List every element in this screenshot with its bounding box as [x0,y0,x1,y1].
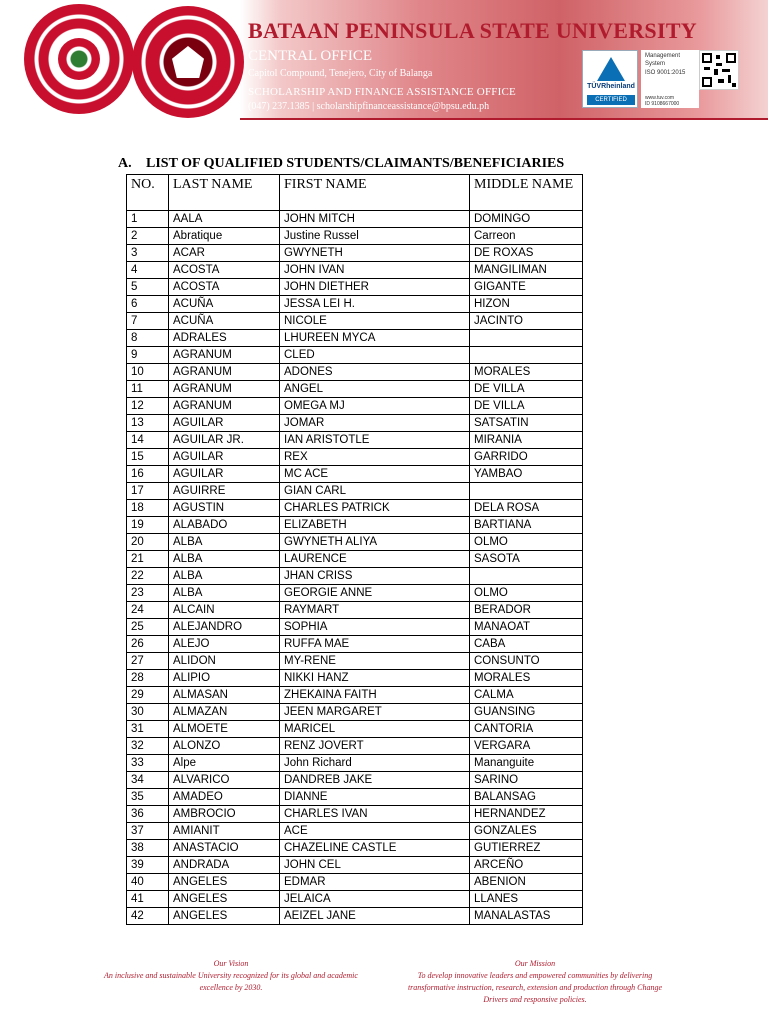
table-row [127,534,583,551]
table-row [127,721,583,738]
row-middle-name: GUTIERREZ [470,840,583,857]
row-middle-name: HERNANDEZ [470,806,583,823]
table-row [127,296,583,313]
row-last-name: ALIPIO [169,670,280,687]
row-no: 42 [127,908,169,925]
cert-id: ID 9108667000 [645,101,680,107]
table-row [127,330,583,347]
row-no: 38 [127,840,169,857]
row-no: 17 [127,483,169,500]
row-middle-name: HIZON [470,296,583,313]
row-no: 27 [127,653,169,670]
table-row [127,636,583,653]
table-row [127,585,583,602]
row-middle-name: GONZALES [470,823,583,840]
vision-text: An inclusive and sustainable University recognized for its global and academic excellence by 2030. [104,971,358,992]
row-no: 11 [127,381,169,398]
row-no: 10 [127,364,169,381]
row-first-name: CLED [280,347,470,364]
row-first-name: JOMAR [280,415,470,432]
row-middle-name: GARRIDO [470,449,583,466]
row-last-name: AGUSTIN [169,500,280,517]
row-middle-name: Carreon [470,228,583,245]
table-row [127,772,583,789]
row-middle-name: OLMO [470,585,583,602]
table-row [127,670,583,687]
row-middle-name: DELA ROSA [470,500,583,517]
table-row [127,483,583,500]
row-first-name: John Richard [280,755,470,772]
row-first-name: GEORGIE ANNE [280,585,470,602]
table-row [127,279,583,296]
row-last-name: ALIDON [169,653,280,670]
row-middle-name: MANALASTAS [470,908,583,925]
table-row [127,245,583,262]
row-last-name: AGUILAR JR. [169,432,280,449]
row-first-name: LHUREEN MYCA [280,330,470,347]
qr-code-icon [699,50,739,90]
row-last-name: ANDRADA [169,857,280,874]
table-row [127,415,583,432]
table-row [127,381,583,398]
table-row [127,398,583,415]
row-last-name: AGRANUM [169,364,280,381]
row-last-name: AMIANIT [169,823,280,840]
row-last-name: ACUÑA [169,296,280,313]
row-no: 31 [127,721,169,738]
row-last-name: ALBA [169,585,280,602]
row-first-name: CHARLES IVAN [280,806,470,823]
row-middle-name: VERGARA [470,738,583,755]
row-no: 9 [127,347,169,364]
row-middle-name: JACINTO [470,313,583,330]
university-seal-logo [24,4,134,114]
row-middle-name: CABA [470,636,583,653]
row-first-name: RENZ JOVERT [280,738,470,755]
row-last-name: ACAR [169,245,280,262]
beneficiaries-table [126,174,583,925]
row-middle-name [470,568,583,585]
row-last-name: ACOSTA [169,279,280,296]
row-middle-name: DE VILLA [470,398,583,415]
row-no: 25 [127,619,169,636]
row-no: 8 [127,330,169,347]
table-row [127,568,583,585]
header-no: NO. [127,175,169,211]
row-last-name: AGUILAR [169,449,280,466]
vision-heading: Our Vision [213,959,249,968]
row-middle-name: CONSUNTO [470,653,583,670]
table-row [127,602,583,619]
row-last-name: ACOSTA [169,262,280,279]
row-no: 34 [127,772,169,789]
row-first-name: RUFFA MAE [280,636,470,653]
cert-line: System [645,61,666,67]
row-middle-name: BARTIANA [470,517,583,534]
tuv-certification-logo [582,50,638,108]
row-first-name: ZHEKAINA FAITH [280,687,470,704]
row-first-name: MARICEL [280,721,470,738]
row-middle-name: ARCEÑO [470,857,583,874]
unit-name: SCHOLARSHIP AND FINANCE ASSISTANCE OFFICE [248,86,516,98]
cert-brand: TÜVRheinland [587,83,635,90]
row-first-name: JESSA LEI H. [280,296,470,313]
row-first-name: ANGEL [280,381,470,398]
table-row [127,313,583,330]
row-middle-name: MORALES [470,364,583,381]
header-first-name: FIRST NAME [280,175,470,211]
row-last-name: ADRALES [169,330,280,347]
table-row [127,228,583,245]
row-no: 1 [127,211,169,228]
row-last-name: AGRANUM [169,381,280,398]
row-no: 21 [127,551,169,568]
student-affairs-seal-logo [132,6,244,118]
row-last-name: AMADEO [169,789,280,806]
row-last-name: AGRANUM [169,398,280,415]
office-address: Capitol Compound, Tenejero, City of Balanga [248,68,433,79]
row-no: 4 [127,262,169,279]
table-row [127,687,583,704]
table-row [127,891,583,908]
row-last-name: ANGELES [169,908,280,925]
table-row [127,653,583,670]
row-last-name: AGUILAR [169,466,280,483]
table-row [127,449,583,466]
row-first-name: AEIZEL JANE [280,908,470,925]
row-no: 35 [127,789,169,806]
row-no: 23 [127,585,169,602]
table-row [127,738,583,755]
row-middle-name: GIGANTE [470,279,583,296]
row-no: 5 [127,279,169,296]
cert-badge: CERTIFIED [587,95,635,105]
row-last-name: ALEJO [169,636,280,653]
section-title: LIST OF QUALIFIED STUDENTS/CLAIMANTS/BENEFICIARIES [146,156,565,171]
row-first-name: DANDREB JAKE [280,772,470,789]
row-last-name: ALVARICO [169,772,280,789]
cert-site: www.tuv.com [645,95,675,101]
row-middle-name: MORALES [470,670,583,687]
row-first-name: JELAICA [280,891,470,908]
row-no: 37 [127,823,169,840]
row-last-name: ALMAZAN [169,704,280,721]
row-middle-name: BALANSAG [470,789,583,806]
row-middle-name: SARINO [470,772,583,789]
header-middle-name: MIDDLE NAME [470,175,583,211]
cert-line: ISO 9001:2015 [645,70,686,76]
row-middle-name: SASOTA [470,551,583,568]
row-first-name: SOPHIA [280,619,470,636]
row-last-name: ALBA [169,551,280,568]
table-row [127,857,583,874]
row-last-name: AMBROCIO [169,806,280,823]
row-last-name: ALBA [169,534,280,551]
table-row [127,619,583,636]
row-no: 15 [127,449,169,466]
row-last-name: ALABADO [169,517,280,534]
row-last-name: AALA [169,211,280,228]
cert-line: Management [645,53,681,59]
header-last-name: LAST NAME [169,175,280,211]
row-no: 26 [127,636,169,653]
row-middle-name: MIRANIA [470,432,583,449]
row-first-name: CHAZELINE CASTLE [280,840,470,857]
row-first-name: MC ACE [280,466,470,483]
row-first-name: RAYMART [280,602,470,619]
mission-heading: Our Mission [514,959,556,968]
row-no: 39 [127,857,169,874]
row-no: 19 [127,517,169,534]
mission-statement [396,958,674,1006]
row-first-name: JOHN IVAN [280,262,470,279]
office-name: CENTRAL OFFICE [248,48,373,64]
row-first-name: Justine Russel [280,228,470,245]
row-first-name: GWYNETH [280,245,470,262]
row-no: 32 [127,738,169,755]
row-no: 3 [127,245,169,262]
table-row [127,874,583,891]
row-first-name: JHAN CRISS [280,568,470,585]
table-row [127,789,583,806]
row-first-name: REX [280,449,470,466]
table-row [127,840,583,857]
row-middle-name: OLMO [470,534,583,551]
row-middle-name: ABENION [470,874,583,891]
table-row [127,823,583,840]
row-last-name: AGUILAR [169,415,280,432]
row-middle-name: GUANSING [470,704,583,721]
table-row [127,466,583,483]
row-no: 7 [127,313,169,330]
row-middle-name: MANGILIMAN [470,262,583,279]
contact-info: (047) 237.1385 | scholarshipfinanceassistance@bpsu.edu.ph [248,101,490,112]
row-first-name: CHARLES PATRICK [280,500,470,517]
row-middle-name: SATSATIN [470,415,583,432]
row-last-name: ALCAIN [169,602,280,619]
table-row [127,500,583,517]
row-first-name: ELIZABETH [280,517,470,534]
row-no: 13 [127,415,169,432]
row-middle-name: Mananguite [470,755,583,772]
row-last-name: AGUIRRE [169,483,280,500]
row-first-name: ACE [280,823,470,840]
letterhead [0,0,768,120]
row-no: 12 [127,398,169,415]
row-last-name: ANGELES [169,891,280,908]
row-first-name: IAN ARISTOTLE [280,432,470,449]
section-letter: A. [118,156,132,171]
row-last-name: ACUÑA [169,313,280,330]
row-last-name: AGRANUM [169,347,280,364]
row-no: 33 [127,755,169,772]
table-row [127,551,583,568]
row-middle-name: DOMINGO [470,211,583,228]
section-heading [118,156,564,172]
table-row [127,211,583,228]
row-middle-name: CALMA [470,687,583,704]
table-body [127,211,583,925]
row-no: 6 [127,296,169,313]
row-last-name: Abratique [169,228,280,245]
table-row [127,908,583,925]
row-first-name: JOHN DIETHER [280,279,470,296]
row-first-name: NICOLE [280,313,470,330]
table-row [127,806,583,823]
row-last-name: ANGELES [169,874,280,891]
table-row [127,262,583,279]
row-first-name: ADONES [280,364,470,381]
row-no: 16 [127,466,169,483]
mission-text: To develop innovative leaders and empowered communities by delivering transformative instruction, research, extension and production through Change Drivers and responsive policies. [407,971,663,1004]
row-no: 14 [127,432,169,449]
row-first-name: GWYNETH ALIYA [280,534,470,551]
row-middle-name: DE ROXAS [470,245,583,262]
table-row [127,704,583,721]
management-system-label [641,50,699,108]
row-last-name: ALMOETE [169,721,280,738]
row-middle-name: CANTORIA [470,721,583,738]
row-first-name: LAURENCE [280,551,470,568]
row-no: 20 [127,534,169,551]
row-no: 28 [127,670,169,687]
row-no: 24 [127,602,169,619]
row-last-name: ALBA [169,568,280,585]
row-first-name: NIKKI HANZ [280,670,470,687]
table-row [127,364,583,381]
row-middle-name: BERADOR [470,602,583,619]
row-middle-name [470,483,583,500]
tuv-triangle-icon [597,57,625,81]
table-row [127,432,583,449]
row-no: 40 [127,874,169,891]
row-last-name: ANASTACIO [169,840,280,857]
row-first-name: MY-RENE [280,653,470,670]
row-no: 36 [127,806,169,823]
row-first-name: JOHN MITCH [280,211,470,228]
row-last-name: ALEJANDRO [169,619,280,636]
row-middle-name: DE VILLA [470,381,583,398]
row-no: 2 [127,228,169,245]
university-name: BATAAN PENINSULA STATE UNIVERSITY [248,18,697,43]
row-first-name: EDMAR [280,874,470,891]
row-last-name: ALMASAN [169,687,280,704]
row-first-name: GIAN CARL [280,483,470,500]
row-last-name: Alpe [169,755,280,772]
vision-statement [96,958,366,994]
row-last-name: ALONZO [169,738,280,755]
row-middle-name: MANAOAT [470,619,583,636]
table-row [127,517,583,534]
table-row [127,347,583,364]
row-no: 41 [127,891,169,908]
row-first-name: OMEGA MJ [280,398,470,415]
row-no: 18 [127,500,169,517]
row-first-name: JOHN CEL [280,857,470,874]
row-first-name: DIANNE [280,789,470,806]
row-no: 30 [127,704,169,721]
row-middle-name [470,330,583,347]
row-middle-name: YAMBAO [470,466,583,483]
table-header-row [127,175,583,211]
row-middle-name: LLANES [470,891,583,908]
header-divider [240,118,768,120]
row-no: 29 [127,687,169,704]
row-no: 22 [127,568,169,585]
row-first-name: JEEN MARGARET [280,704,470,721]
row-middle-name [470,347,583,364]
table-row [127,755,583,772]
